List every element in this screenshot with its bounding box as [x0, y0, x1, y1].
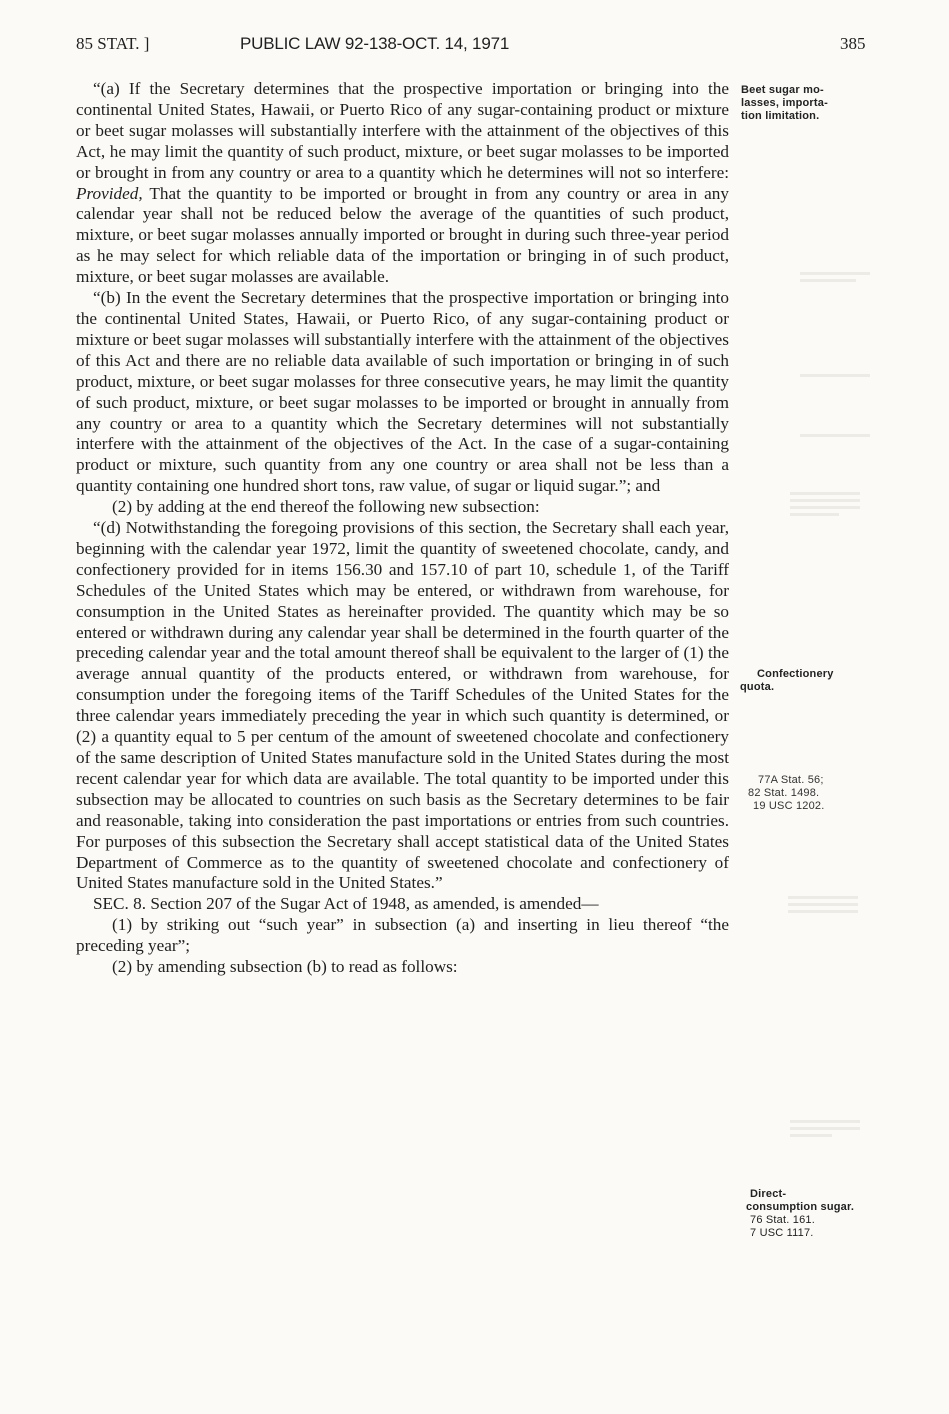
margin-note-line: 76 Stat. 161.	[750, 1214, 815, 1226]
paragraph-b: “(b) In the event the Secretary determines that the prospective importation or bringing into the continental United States, Hawaii, or Puerto Rico, of any sugar-containing product or mixture or beet sugar molasses will substantially interfere with the attainment of the objectives of this Act and there are no reliable data available of such importation or bringing in of such product, mixture, or beet sugar molasses for three consecutive years, he may limit the quantity of such product, mixture, or beet sugar molasses to be imported or brought in annually from any country or area to a quantity which the Secretary determines will not substantially interfere with the attainment of the objectives of the Act. In the case of a sugar-containing product or mixture, such quantity from any one country or area shall not be less than a quantity containing one hundred short tons, raw value, of sugar or liquid sugar.”; and	[76, 288, 729, 496]
margin-note-line: 7 USC 1117.	[750, 1227, 814, 1239]
margin-note-line: 77A Stat. 56;	[758, 774, 824, 786]
section-8	[76, 894, 729, 915]
provided-term: Provided,	[76, 183, 143, 203]
margin-note-line: quota.	[740, 681, 775, 693]
show-through-mark	[790, 1116, 860, 1150]
show-through-mark	[790, 488, 860, 522]
section-8-item-2: (2) by amending subsection (b) to read as follows:	[112, 957, 458, 977]
margin-note-line: consumption sugar.	[746, 1201, 855, 1213]
margin-note-confectionery	[740, 668, 834, 694]
show-through-mark	[800, 370, 870, 404]
main-text-column	[76, 79, 729, 978]
paragraph-d: “(d) Notwithstanding the foregoing provisions of this section, the Secretary shall each year, beginning with the calendar year 1972, limit the quantity of sweetened chocolate, candy, and confectionery provided for in items 156.30 and 157.10 of part 10, schedule 1, of the Tariff Schedules of the United States which may be entered, or withdrawn from warehouse, for consumption in the United States as hereinafter provided. The quantity which may be so entered or withdrawn during any calendar year shall be determined in the fourth quarter of the preceding calendar year and the total amount thereof shall be equivalent to the larger of (1) the average annual quantity of the products entered, or withdrawn from warehouse, for consumption under the foregoing items of the Tariff Schedules of the United States for the three calendar years immediately preceding the year in which such quantity is determined, or (2) a quantity equal to 5 per centum of the amount of sweetened chocolate and confectionery of the same description of United States manufacture sold in the United States during the most recent calendar year for which data are available. The total quantity to be imported under this subsection may be allocated to countries on such basis as the Secretary determines to be fair and reasonable, taking into consideration the past importations or entries from such countries. For purposes of this subsection the Secretary shall accept statistical data of the United States Department of Commerce as to the quantity of sweetened chocolate and confectionery of United States manufacture sold in the United States.”	[76, 518, 729, 893]
section-8-text: Section 207 of the Sugar Act of 1948, as amended, is amended—	[146, 894, 599, 914]
margin-note-line: Beet sugar mo-	[741, 84, 824, 96]
stat-reference: 85 STAT. ]	[76, 34, 150, 53]
paragraph-a-rest: That the quantity to be imported or brought in from any country or area in any calendar year shall not be reduced below the average of the quantities of such product, mixture, or beet sugar molasses annually imported or brought in during such three-year period as he may select for which reliable data of the importation or bringing in of such product, mixture, or beet sugar molasses are available.	[76, 183, 729, 287]
show-through-mark	[788, 892, 858, 926]
section-8-item-1: (1) by striking out “such year” in subsection (a) and inserting in lieu thereof “the preceding year”;	[76, 915, 729, 956]
paragraph-a	[76, 79, 729, 288]
margin-note-line: lasses, importa-	[741, 97, 828, 109]
show-through-mark	[800, 268, 870, 302]
margin-note-direct-consumption	[746, 1188, 855, 1240]
margin-note-line: 19 USC 1202.	[753, 800, 825, 812]
show-through-mark	[800, 430, 870, 464]
margin-note-citation-77a	[748, 774, 825, 813]
section-8-label: SEC. 8.	[93, 894, 147, 914]
margin-note-line: tion limitation.	[741, 110, 820, 122]
page-title: PUBLIC LAW 92-138-OCT. 14, 1971	[240, 34, 510, 53]
running-header	[76, 34, 876, 60]
margin-note-line: 82 Stat. 1498.	[748, 787, 820, 799]
page-number: 385	[840, 34, 866, 53]
margin-note-beet-sugar	[741, 84, 828, 123]
paragraph-a-text: “(a) If the Secretary determines that the prospective importation or bringing into the continental United States, Hawaii, or Puerto Rico of any sugar-containing product or mixture or beet sugar molasses will substantially interfere with the attainment of the objectives of this Act, he may limit the quantity of such product, mixture, or beet sugar molasses to be imported or brought in from any country or area to a quantity which he determines will not so interfere:	[76, 79, 729, 182]
margin-note-line: Confectionery	[757, 668, 834, 680]
margin-note-line: Direct-	[750, 1188, 787, 1200]
amendment-item-2: (2) by adding at the end thereof the following new subsection:	[112, 497, 540, 517]
